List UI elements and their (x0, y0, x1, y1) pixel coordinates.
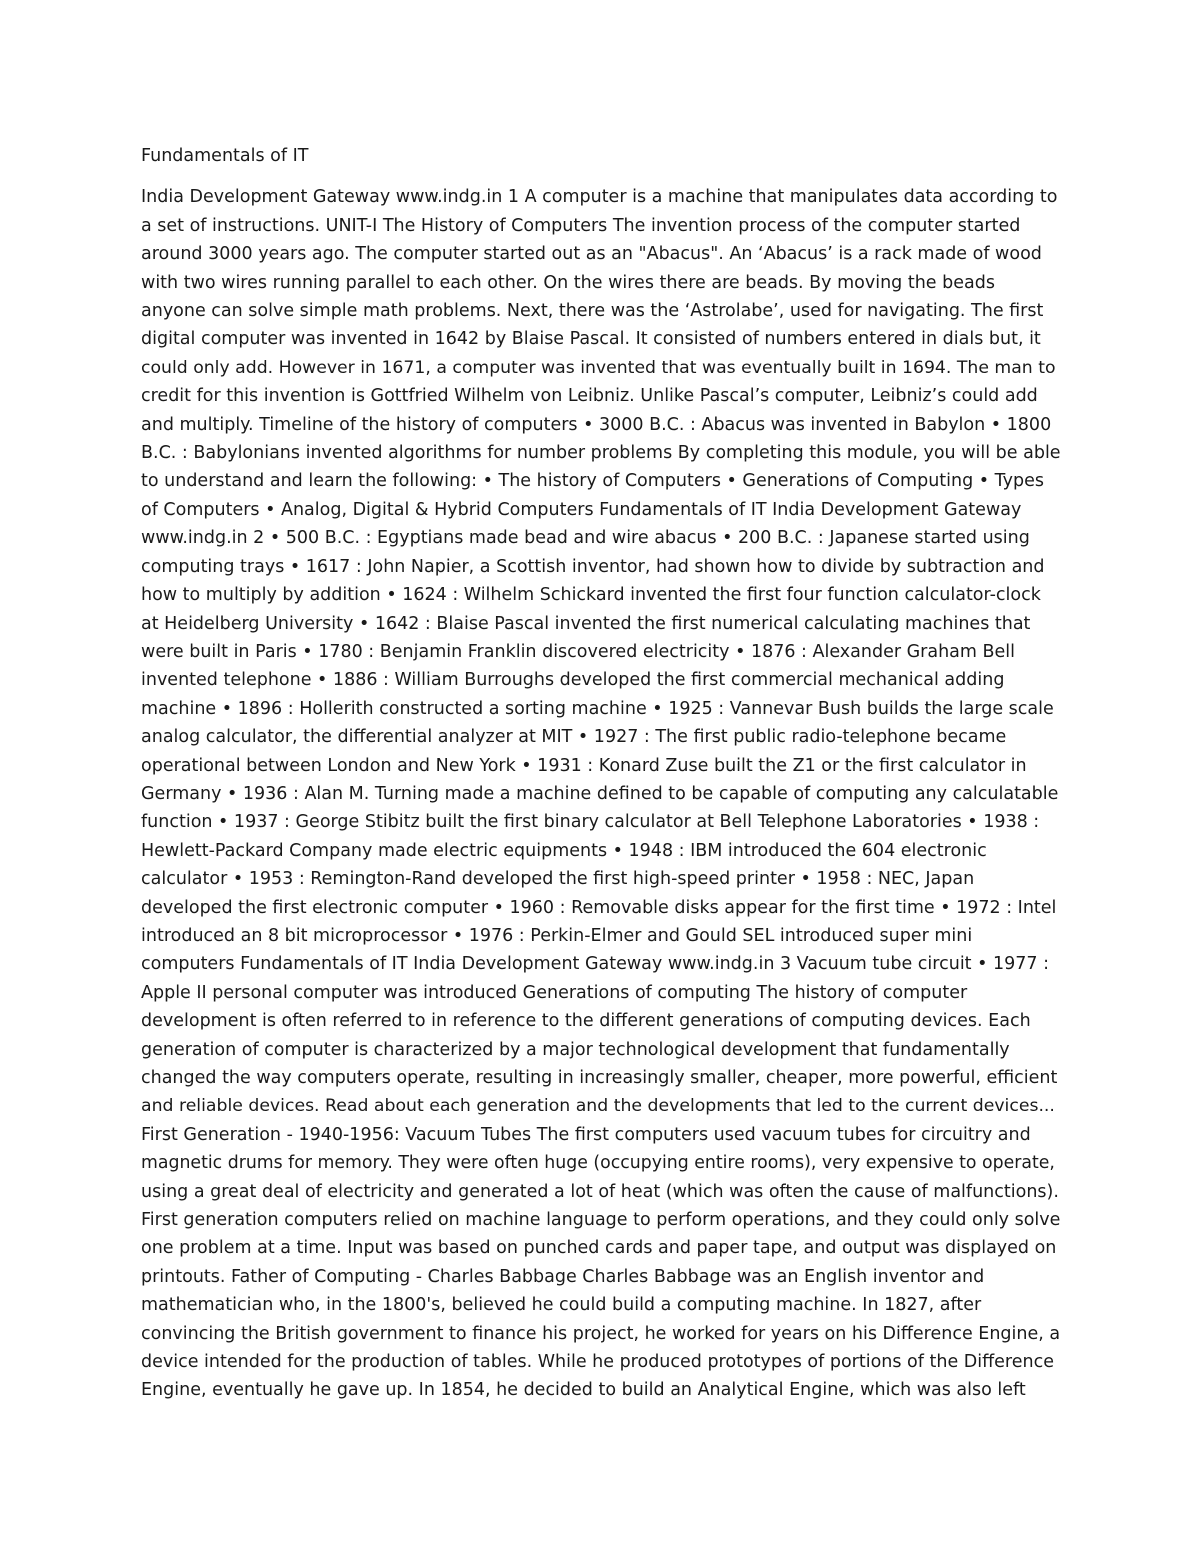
body-line: First generation computers relied on machine language to perform operations, and they could only solve (141, 1210, 1061, 1231)
body-line: www.indg.in 2 • 500 B.C. : Egyptians made bead and wire abacus • 200 B.C. : Japanese started using (141, 528, 1030, 549)
body-line: could only add. However in 1671, a computer was invented that was eventually built in 1694. The man to (141, 357, 1056, 378)
body-line: magnetic drums for memory. They were often huge (occupying entire rooms), very expensive to operate, (141, 1153, 1055, 1174)
body-line: using a great deal of electricity and generated a lot of heat (which was often the cause of malfunctions). (141, 1181, 1059, 1202)
body-line: to understand and learn the following: • The history of Computers • Generations of Computing • Types (141, 471, 1044, 492)
body-line: how to multiply by addition • 1624 : Wilhelm Schickard invented the first four function calculator-clock (141, 585, 1041, 606)
body-line: and reliable devices. Read about each generation and the developments that led to the current devices... (141, 1096, 1055, 1117)
body-line: anyone can solve simple math problems. Next, there was the ‘Astrolabe’, used for navigating. The first (141, 301, 1044, 322)
body-line: India Development Gateway www.indg.in 1 A computer is a machine that manipulates data according to (141, 187, 1058, 208)
document-body (141, 183, 1061, 1404)
body-line: changed the way computers operate, resulting in increasingly smaller, cheaper, more powerful, efficient (141, 1068, 1058, 1088)
body-line: operational between London and New York • 1931 : Konard Zuse built the Z1 or the first calculator in (141, 755, 1027, 776)
body-line: calculator • 1953 : Remington-Rand developed the first high-speed printer • 1958 : NEC, Japan (141, 869, 975, 890)
body-line: credit for this invention is Gottfried Wilhelm von Leibniz. Unlike Pascal’s computer, Leibniz’s could add (141, 386, 1038, 407)
body-line: invented telephone • 1886 : William Burroughs developed the first commercial mechanical adding (141, 670, 1005, 691)
body-line: developed the first electronic computer • 1960 : Removable disks appear for the first time • 1972 : Intel (141, 897, 1057, 918)
body-line: Hewlett-Packard Company made electric equipments • 1948 : IBM introduced the 604 electronic (141, 840, 987, 861)
document-content (141, 142, 1061, 1405)
body-line: computers Fundamentals of IT India Development Gateway www.indg.in 3 Vacuum tube circuit • 1977 : (141, 954, 1049, 975)
body-line: device intended for the production of tables. While he produced prototypes of portions of the Difference (141, 1352, 1054, 1373)
body-line: development is often referred to in reference to the different generations of computing devices. Each (141, 1011, 1031, 1032)
body-line: introduced an 8 bit microprocessor • 1976 : Perkin-Elmer and Gould SEL introduced super mini (141, 925, 973, 946)
body-line: and multiply. Timeline of the history of computers • 3000 B.C. : Abacus was invented in Babylon • 1800 (141, 414, 1052, 435)
body-line: at Heidelberg University • 1642 : Blaise Pascal invented the first numerical calculating machines that (141, 613, 1031, 634)
body-line: function • 1937 : George Stibitz built the first binary calculator at Bell Telephone Laboratories • 1938 : (141, 812, 1040, 833)
body-line: generation of computer is characterized by a major technological development that fundamentally (141, 1039, 1010, 1060)
body-line: mathematician who, in the 1800's, believed he could build a computing machine. In 1827, after (141, 1295, 982, 1316)
body-line: one problem at a time. Input was based on punched cards and paper tape, and output was displayed on (141, 1238, 1057, 1259)
body-line: with two wires running parallel to each other. On the wires there are beads. By moving the beads (141, 272, 995, 293)
body-line: Apple II personal computer was introduced Generations of computing The history of computer (141, 982, 968, 1003)
body-line: digital computer was invented in 1642 by Blaise Pascal. It consisted of numbers entered in dials but, it (141, 329, 1041, 350)
body-line: printouts. Father of Computing - Charles Babbage Charles Babbage was an English inventor and (141, 1266, 985, 1287)
document-title: Fundamentals of IT (141, 146, 309, 166)
body-line: analog calculator, the differential analyzer at MIT • 1927 : The first public radio-telephone became (141, 727, 1007, 748)
body-line: B.C. : Babylonians invented algorithms for number problems By completing this module, you will be able (141, 443, 1061, 464)
body-line: a set of instructions. UNIT-I The History of Computers The invention process of the computer started (141, 215, 1021, 236)
body-line: First Generation - 1940-1956: Vacuum Tubes The first computers used vacuum tubes for circuitry and (141, 1124, 1031, 1145)
body-line: machine • 1896 : Hollerith constructed a sorting machine • 1925 : Vannevar Bush builds the large scale (141, 698, 1054, 719)
body-line: Germany • 1936 : Alan M. Turning made a machine defined to be capable of computing any calculatable (141, 783, 1059, 804)
body-line: convincing the British government to finance his project, he worked for years on his Difference Engine, a (141, 1323, 1061, 1344)
body-line: around 3000 years ago. The computer started out as an "Abacus". An ‘Abacus’ is a rack made of wood (141, 244, 1042, 265)
body-line: of Computers • Analog, Digital & Hybrid Computers Fundamentals of IT India Development Gateway (141, 499, 1022, 520)
body-line: computing trays • 1617 : John Napier, a Scottish inventor, had shown how to divide by subtraction and (141, 556, 1045, 577)
body-line: were built in Paris • 1780 : Benjamin Franklin discovered electricity • 1876 : Alexander Graham Bell (141, 641, 1016, 662)
body-line: Engine, eventually he gave up. In 1854, he decided to build an Analytical Engine, which was also left (141, 1380, 1026, 1401)
